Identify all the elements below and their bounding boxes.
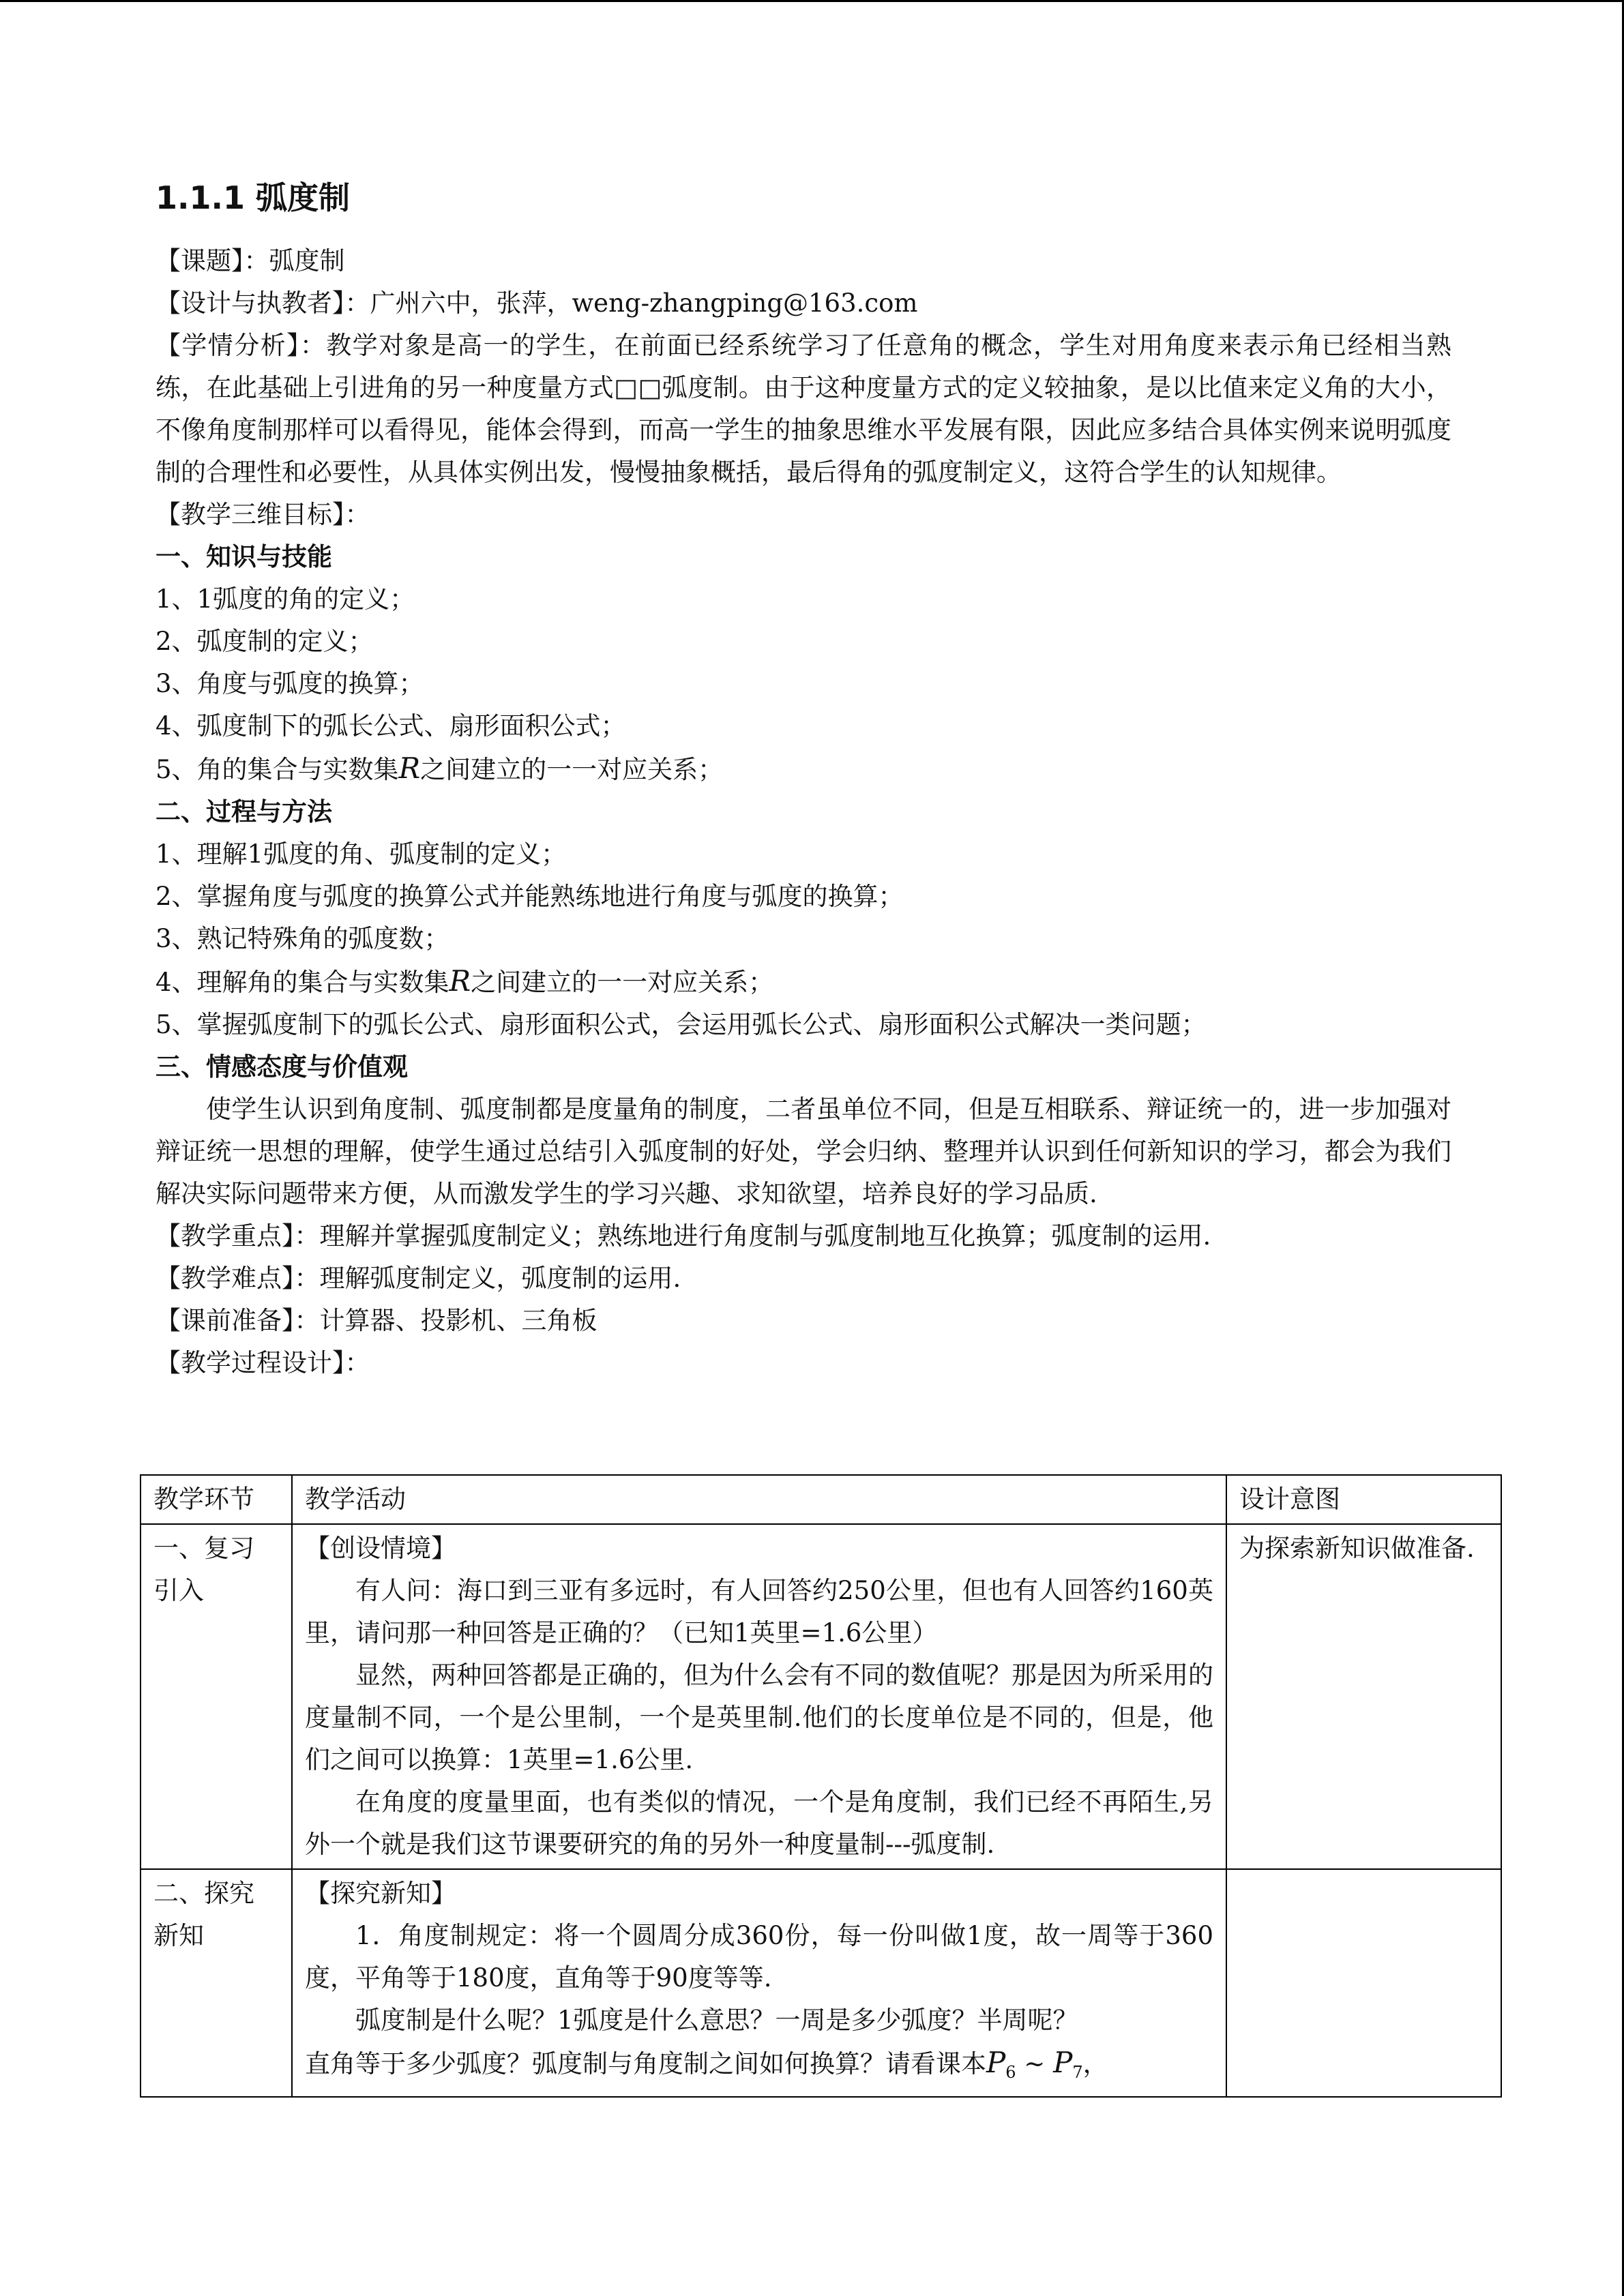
activity-paragraph-textbook bbox=[305, 2042, 1213, 2093]
topic-line: 【课题】：弧度制 bbox=[156, 246, 345, 275]
stage-cell: 二、探究新知 bbox=[141, 1869, 292, 2097]
activity-heading: 【创设情境】 bbox=[305, 1534, 456, 1563]
var-p: P bbox=[986, 2046, 1006, 2079]
activity-cell bbox=[292, 1869, 1226, 2097]
item-text: 直角等于多少弧度？弧度制与角度制之间如何换算？请看课本 bbox=[305, 2049, 986, 2078]
section1-heading: 一、知识与技能 bbox=[156, 542, 332, 571]
table-row bbox=[141, 1869, 1501, 2097]
page-title: 1.1.1 弧度制 bbox=[156, 179, 350, 216]
item-text: 之间建立的一一对应关系； bbox=[420, 755, 724, 784]
activity-paragraph: 在角度的度量里面，也有类似的情况，一个是角度制，我们已经不再陌生,另外一个就是我们这节课要研究的角的另外一种度量制---弧度制. bbox=[305, 1787, 1213, 1859]
section1-item: 3、角度与弧度的换算； bbox=[156, 669, 424, 698]
subscript: 6 bbox=[1005, 2063, 1016, 2082]
tilde: ~ bbox=[1016, 2049, 1054, 2078]
designer-line: 【设计与执教者】：广州六中，张萍，weng-zhangping@163.com bbox=[156, 288, 918, 318]
intent-cell: 为探索新知识做准备. bbox=[1226, 1524, 1501, 1869]
document-body bbox=[156, 170, 1451, 1384]
item-text: 4、理解角的集合与实数集 bbox=[156, 968, 449, 997]
header-stage: 教学环节 bbox=[141, 1475, 292, 1524]
section2-heading: 二、过程与方法 bbox=[156, 797, 332, 826]
table-row bbox=[141, 1524, 1501, 1869]
goals-label: 【教学三维目标】： bbox=[156, 500, 370, 529]
item-text: 5、角的集合与实数集 bbox=[156, 755, 399, 784]
section3-paragraph: 使学生认识到角度制、弧度制都是度量角的制度，二者虽单位不同，但是互相联系、辩证统一的，进一步加强对辩证统一思想的理解，使学生通过总结引入弧度制的好处，学会归纳、整理并认识到任何新知识的学习，都会为我们解决实际问题带来方便，从而激发学生的学习兴趣、求知欲望，培养良好的学习品质. bbox=[156, 1094, 1451, 1208]
item-text: ， bbox=[1082, 2049, 1108, 2078]
section1-item-5 bbox=[156, 747, 1451, 791]
activity-paragraph: 1．角度制规定：将一个圆周分成360份，每一份叫做1度，故一周等于360度，平角等于180度，直角等于90度等等. bbox=[305, 1921, 1213, 1993]
section2-item-4 bbox=[156, 960, 1451, 1004]
var-r: R bbox=[449, 964, 471, 998]
process-table bbox=[140, 1474, 1502, 2098]
var-p: P bbox=[1053, 2046, 1073, 2079]
section2-item: 1、理解1弧度的角、弧度制的定义； bbox=[156, 839, 567, 869]
section2-item: 3、熟记特殊角的弧度数； bbox=[156, 924, 449, 953]
stage-cell: 一、复习引入 bbox=[141, 1524, 292, 1869]
process-label: 【教学过程设计】： bbox=[156, 1348, 370, 1377]
section2-item: 2、掌握角度与弧度的换算公式并能熟练地进行角度与弧度的换算； bbox=[156, 882, 904, 911]
section1-item: 2、弧度制的定义； bbox=[156, 627, 374, 656]
activity-heading: 【探究新知】 bbox=[305, 1879, 456, 1908]
section2-item: 5、掌握弧度制下的弧长公式、扇形面积公式，会运用弧长公式、扇形面积公式解决一类问题； bbox=[156, 1010, 1207, 1039]
preparation: 【课前准备】：计算器、投影机、三角板 bbox=[156, 1306, 597, 1335]
key-points: 【教学重点】：理解并掌握弧度制定义；熟练地进行角度制与弧度制地互化换算；弧度制的运用. bbox=[156, 1221, 1211, 1251]
activity-cell bbox=[292, 1524, 1226, 1869]
activity-paragraph: 有人问：海口到三亚有多远时，有人回答约250公里，但也有人回答约160英里，请问那一种回答是正确的？（已知1英里=1.6公里） bbox=[305, 1576, 1213, 1648]
subscript: 7 bbox=[1072, 2063, 1083, 2082]
page-border-top bbox=[0, 0, 1624, 2]
header-activity: 教学活动 bbox=[292, 1475, 1226, 1524]
section3-heading: 三、情感态度与价值观 bbox=[156, 1052, 408, 1082]
activity-paragraph: 弧度制是什么呢？1弧度是什么意思？一周是多少弧度？半周呢？ bbox=[355, 2006, 1078, 2035]
table-header-row bbox=[141, 1475, 1501, 1524]
section1-item: 4、弧度制下的弧长公式、扇形面积公式； bbox=[156, 711, 626, 741]
intent-cell bbox=[1226, 1869, 1501, 2097]
analysis-paragraph: 【学情分析】：教学对象是高一的学生，在前面已经系统学习了任意角的概念，学生对用角度来表示角已经相当熟练，在此基础上引进角的另一种度量方式□□弧度制。由于这种度量方式的定义较抽象，是以比值来定义角的大小，不像角度制那样可以看得见，能体会得到，而高一学生的抽象思维水平发展有限，因此应多结合具体实例来说明弧度制的合理性和必要性，从具体实例出发，慢慢抽象概括，最后得角的弧度制定义，这符合学生的认知规律。 bbox=[156, 331, 1451, 487]
var-r: R bbox=[398, 751, 421, 785]
section1-item: 1、1弧度的角的定义； bbox=[156, 584, 415, 614]
header-intent: 设计意图 bbox=[1226, 1475, 1501, 1524]
item-text: 之间建立的一一对应关系； bbox=[471, 968, 774, 997]
activity-paragraph: 显然，两种回答都是正确的，但为什么会有不同的数值呢？那是因为所采用的度量制不同，一个是公里制，一个是英里制.他们的长度单位是不同的，但是，他们之间可以换算：1英里=1.6公里. bbox=[305, 1660, 1213, 1774]
difficulties: 【教学难点】：理解弧度制定义，弧度制的运用. bbox=[156, 1264, 681, 1293]
